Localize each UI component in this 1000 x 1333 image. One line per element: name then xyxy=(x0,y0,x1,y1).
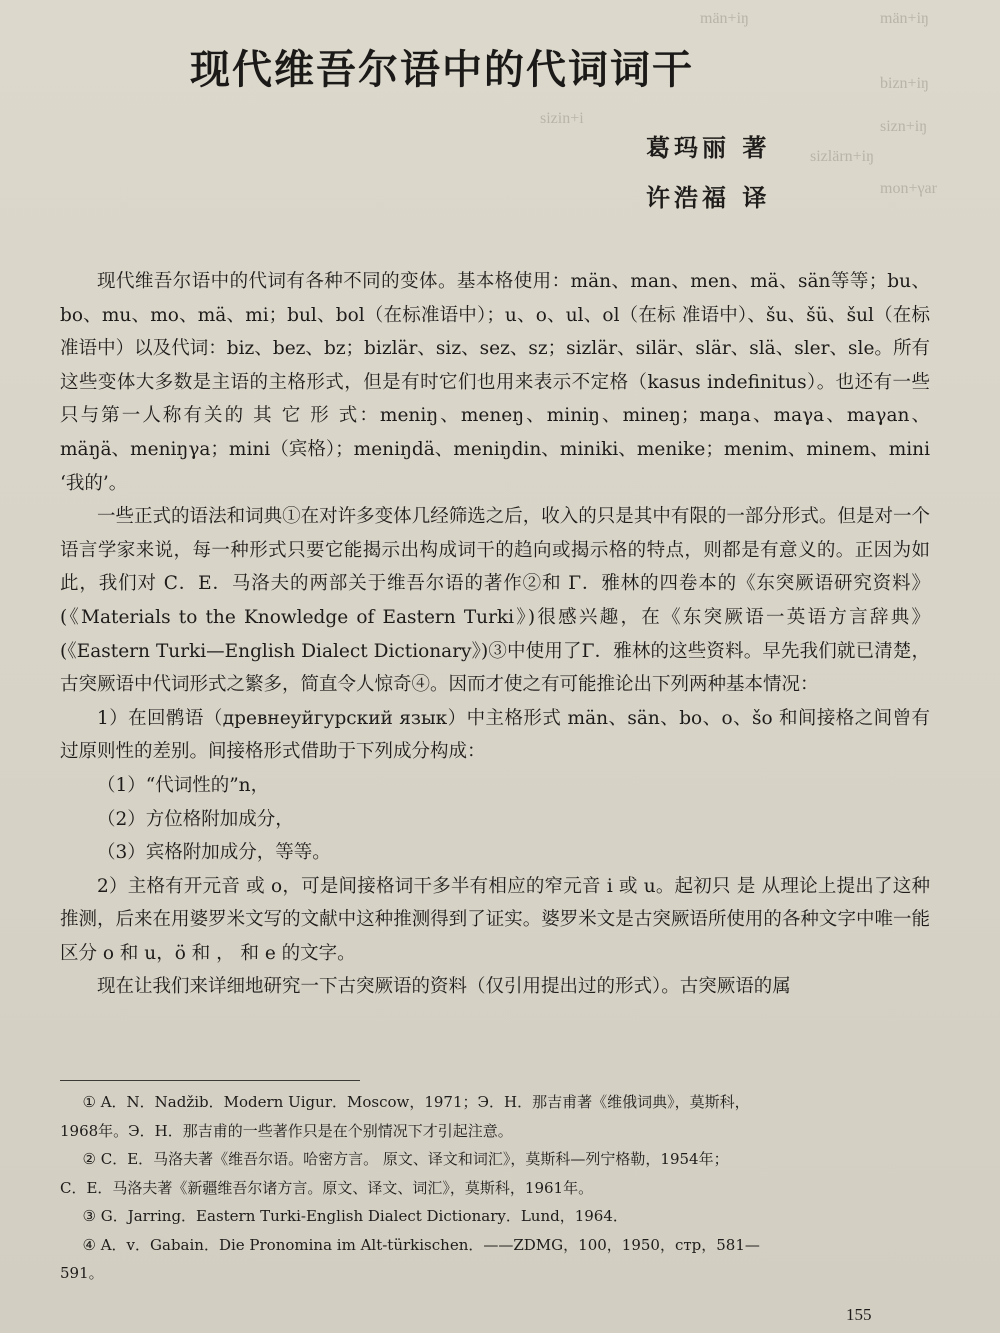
paragraph-1: 现代维吾尔语中的代词有各种不同的变体。基本格使用：män、man、men、mä、sän等等；bu、bo、mu、mo、mä、mi；bul、bol（在标准语中）；u、o、ul、ol（在标 准语中）、šu、šü、šul（在标准语中）以及代词：biz、bez、bz；bizlär、siz、sez、sz；sizlär、silär、slär、slä、sler、sle。所有这些变体大多数是主语的主格形式，但是有时它们也用来表示不定格（kasus indefinitus）。也还有一些只与第一人称有关的 其 它 形 式：meniŋ、meneŋ、miniŋ、mineŋ；maŋa、maγa、maγan、mäŋä、meniŋγa；mini（宾格）；meniŋdä、meniŋdin、miniki、menike；menim、minem、mini ‘我的’。 xyxy=(60,271,930,494)
footnote-divider xyxy=(60,1080,360,1081)
footnote-line: ① A．N．Nadžib．Modern Uigur．Moscow，1971；Э．H．那吉甫著《维俄词典》，莫斯科， xyxy=(82,1093,750,1111)
footnote-line: ④ A．v．Gabain．Die Pronomina im Alt-türkischen．——ZDMG，100，1950，стр，581— xyxy=(82,1235,760,1254)
show-through-text: bizn+iŋ xyxy=(880,75,929,92)
list-item-3: （3）宾格附加成分，等等。 xyxy=(97,842,331,864)
point-1: 1）在回鹘语（древнеуйгурский язык）中主格形式 män、sän、bo、o、šo 和间接格之间曾有过原则性的差别。间接格形式借助于下列成分构成： xyxy=(60,707,930,763)
paragraph-3: 现在让我们来详细地研究一下古突厥语的资料（仅引用提出过的形式）。古突厥语的属 xyxy=(97,976,791,998)
article-body xyxy=(60,265,930,1004)
article-title: 现代维吾尔语中的代词词干 xyxy=(190,47,694,93)
page-number: 155 xyxy=(846,1305,872,1324)
show-through-text: män+iŋ xyxy=(880,10,929,27)
footnote-line: ③ G．Jarring．Eastern Turki-English Dialect Dictionary．Lund，1964． xyxy=(82,1207,628,1225)
show-through-text: mon+γar xyxy=(880,180,937,197)
footnote-line: 591。 xyxy=(60,1264,104,1282)
footnote-line: ② C．E．马洛夫著《维吾尔语。哈密方言。 原文、译文和词汇》，莫斯科—列宁格勒，1954年； xyxy=(82,1150,729,1168)
footnote-line: C．E．马洛夫著《新疆维吾尔诸方言。原文、译文、词汇》，莫斯科，1961年。 xyxy=(60,1178,594,1197)
show-through-text: män+iŋ xyxy=(700,10,749,27)
show-through-text: sizin+i xyxy=(540,110,584,127)
list-item-1: （1）“代词性的”n， xyxy=(97,774,270,796)
point-2: 2）主格有开元音 或 o，可是间接格词干多半有相应的窄元音 i 或 u。起初只 是 从理论上提出了这种推测，后来在用婆罗米文写的文献中这种推测得到了证实。婆罗米文是古突厥语所使用的各种文字中唯一能区分 o 和 u，ö 和 ， 和 e 的文字。 xyxy=(60,875,930,964)
footnote-line: 1968年。Э．H．那吉甫的一些著作只是在个别情况下才引起注意。 xyxy=(60,1121,513,1140)
show-through-text: sizlärn+iŋ xyxy=(810,148,875,165)
paragraph-2: 一些正式的语法和词典①在对许多变体几经筛选之后，收入的只是其中有限的一部分形式。但是对一个语言学家来说，每一种形式只要它能揭示出构成词干的趋向或揭示格的特点，则都是有意义的。正因为如此，我们对 C．E．马洛夫的两部关于维吾尔语的著作②和 Γ．雅林的四卷本的《东突厥语研究资料》(《Materials to the Knowledge of Eastern Turki》)很感兴趣，在《东突厥语一英语方言辞典》(《Eastern Turki—English Dialect Dictionary》)③中使用了Γ．雅林的这些资料。早先我们就已清楚，古突厥语中代词形式之繁多，简直令人惊奇④。因而才使之有可能推论出下列两种基本情况： xyxy=(60,506,930,696)
translator-line: 许浩福 译 xyxy=(646,183,771,212)
footnotes xyxy=(60,1088,930,1288)
show-through-text: sizn+iŋ xyxy=(880,118,928,135)
list-item-2: （2）方位格附加成分， xyxy=(97,808,294,830)
author-line: 葛玛丽 著 xyxy=(646,133,771,162)
